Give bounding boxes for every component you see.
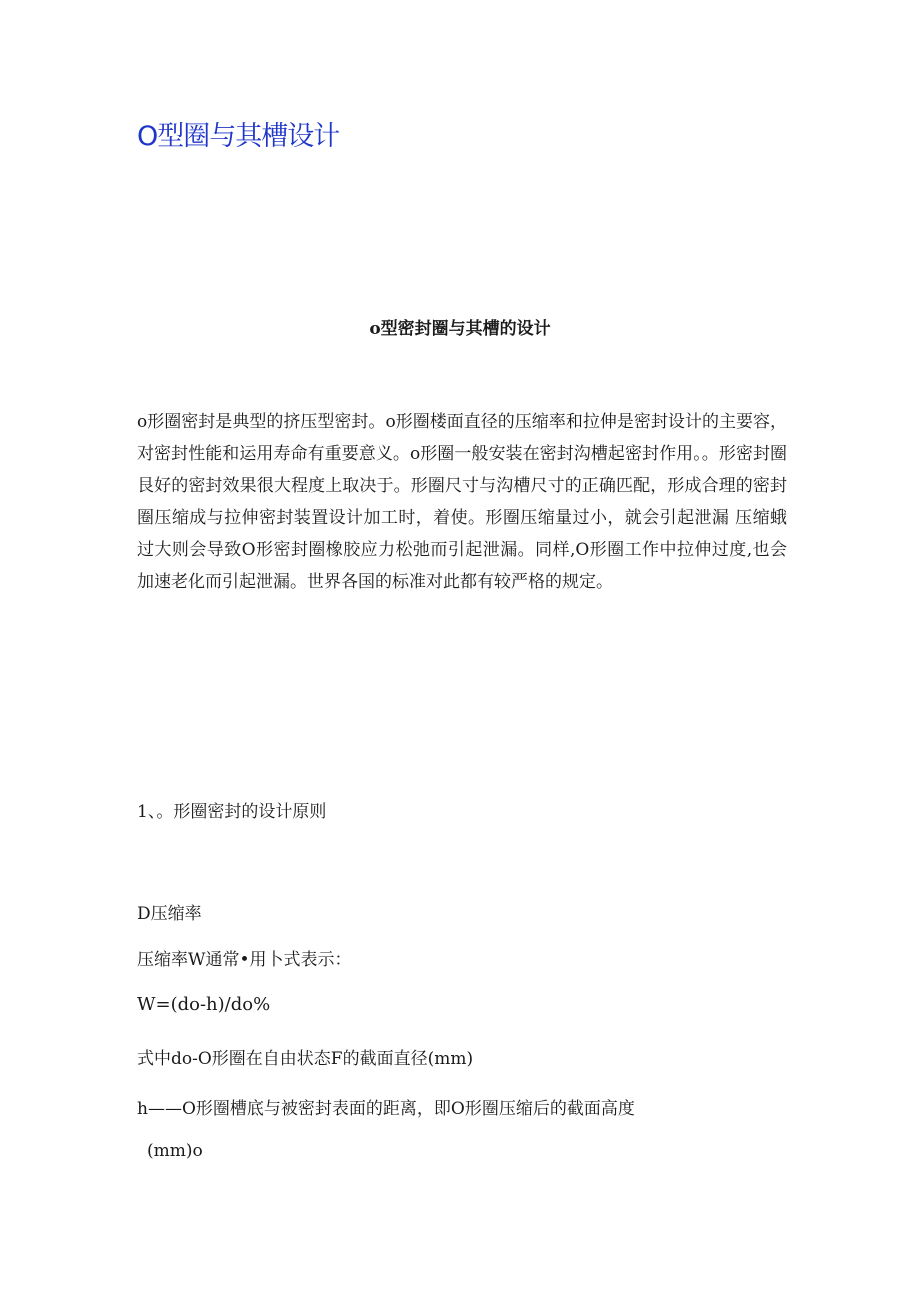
formula-definition-unit: (mm)o [147,1141,203,1161]
subsection-heading: D压缩率 [137,904,202,924]
section-heading: 1、。形圈密封的设计原则 [137,802,327,822]
page-heading: O型圈与其槽设计 [137,121,340,152]
compression-formula: W=(do-h)/do% [137,994,271,1015]
formula-definition-do: 式中do-O形圈在自由状态F的截面直径(mm) [137,1049,474,1069]
formula-definition-h: h——O形圈槽底与被密封表面的距离，即O形圈压缩后的截面高度 [137,1099,635,1119]
document-title: o型密封圈与其槽的设计 [369,319,551,339]
intro-paragraph: o形圈密封是典型的挤压型密封。o形圈楼面直径的压缩率和拉伸是密封设计的主要容，对密封性能和运用寿命有重要意义。o形圈一般安装在密封沟槽起密封作用。。形密封圈艮好的密封效果很大程度上取决于。形圈尺寸与沟槽尺寸的正确匹配，形成合理的密封圈压缩成与拉伸密封装置设计加工时，着使。形圈压缩量过小，就会引起泄漏 压缩蛾过大则会导致O形密封圈橡胶应力松弛而引起泄漏。同样,O形圈工作中拉伸过度,也会加速老化而引起泄漏。世界各国的标准对此都有较严格的规定。 [137,412,787,592]
formula-intro: 压缩率W通常•用卜式表示： [137,950,352,970]
